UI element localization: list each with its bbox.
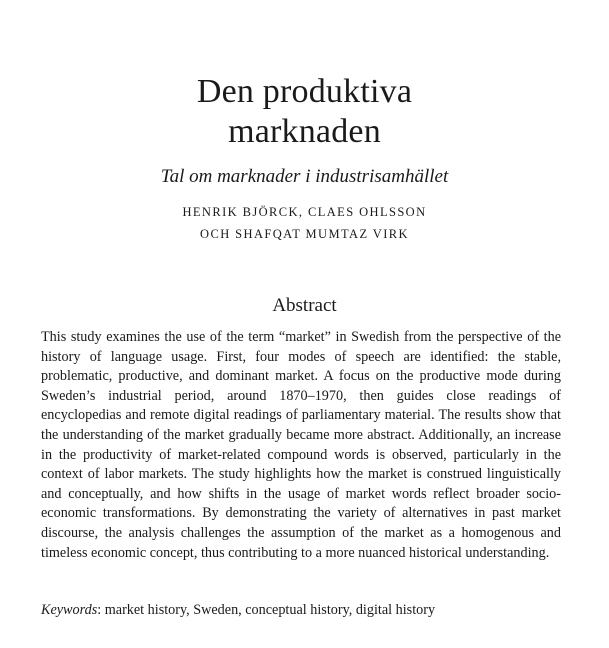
paper-title-line-2: marknaden — [228, 113, 381, 150]
paper-subtitle: Tal om marknader i industrisamhället — [160, 166, 449, 187]
author-list-line-2: OCH SHAFQAT MUMTAZ VIRK — [200, 227, 409, 241]
keywords-text: market history, Sweden, conceptual history, digital history — [104, 602, 436, 618]
paper-title-line-1: Den produktiva — [196, 73, 413, 110]
keywords-separator: : — [97, 602, 105, 618]
keywords-line — [41, 600, 571, 620]
paper-title — [0, 72, 609, 152]
abstract-heading: Abstract — [272, 295, 337, 316]
author-list-line-1: HENRIK BJÖRCK, CLAES OHLSSON — [182, 205, 427, 219]
author-list — [0, 201, 609, 245]
keywords-label: Keywords — [41, 602, 98, 618]
abstract-text: This study examines the use of the term “market” in Swedish from the perspective of the history of language usage. First, four modes of speech are identified: the stable, problematic, productive, and dominant market. A focus on the productive mode during Sweden’s industrial period, around 1870–1970, then guides close readings of encyclopedias and remote digital readings of parliamentary material. The results show that the understanding of the market gradually became more abstract. Additionally, an increase in the productivity of market-related compound words is observed, particularly in the context of labor markets. The study highlights how the market is construed linguistically and conceptually, and how shifts in the usage of market words reflect broader socio-economic transformations. By demonstrating the variety of alternatives in past market discourse, the analysis challenges the assumption of the market as a homogenous and timeless economic concept, thus contributing to a more nuanced historical understanding. — [41, 329, 561, 561]
